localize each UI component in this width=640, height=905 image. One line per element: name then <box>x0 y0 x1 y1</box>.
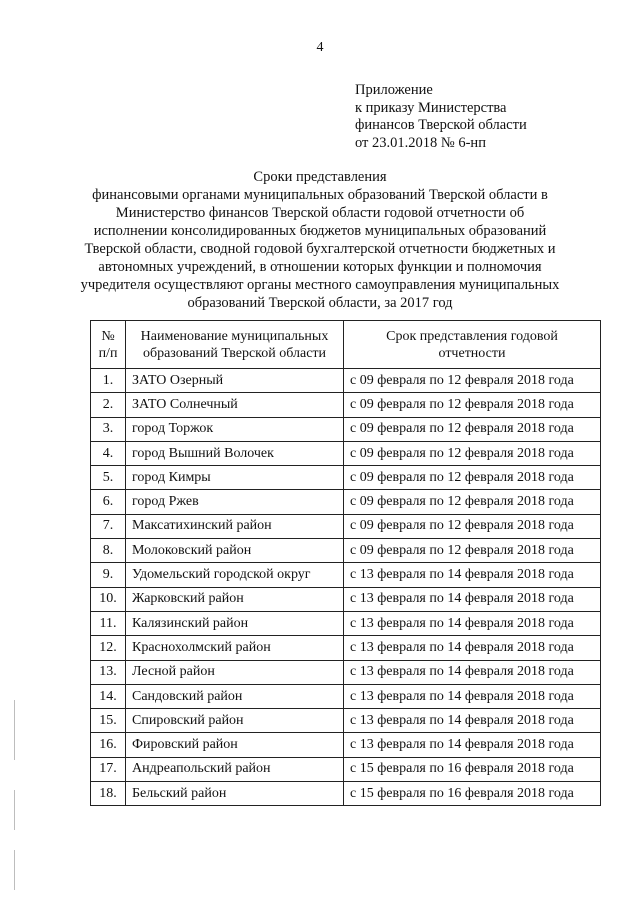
table-row <box>91 782 601 806</box>
header-number-line: № <box>101 328 115 344</box>
appendix-line: финансов Тверской области <box>355 117 527 133</box>
header-municipality <box>126 321 344 369</box>
row-deadline: с 09 февраля по 12 февраля 2018 года <box>344 490 601 514</box>
row-municipality: Краснохолмский район <box>126 636 344 660</box>
row-number: 14. <box>91 684 126 708</box>
title-line: финансовыми органами муниципальных образований Тверской области в <box>92 187 548 203</box>
row-deadline: с 09 февраля по 12 февраля 2018 года <box>344 466 601 490</box>
table-row <box>91 514 601 538</box>
row-municipality: Калязинский район <box>126 611 344 635</box>
table-row <box>91 490 601 514</box>
scan-mark <box>14 850 15 890</box>
row-municipality: Бельский район <box>126 782 344 806</box>
table-row <box>91 417 601 441</box>
appendix-line: Приложение <box>355 82 433 98</box>
row-deadline: с 13 февраля по 14 февраля 2018 года <box>344 733 601 757</box>
header-number-line: п/п <box>98 345 118 361</box>
row-deadline: с 13 февраля по 14 февраля 2018 года <box>344 636 601 660</box>
row-municipality: Жарковский район <box>126 587 344 611</box>
row-number: 2. <box>91 393 126 417</box>
row-number: 7. <box>91 514 126 538</box>
title-line: Министерство финансов Тверской области годовой отчетности об <box>115 205 525 221</box>
row-number: 18. <box>91 782 126 806</box>
table-row <box>91 587 601 611</box>
row-deadline: с 13 февраля по 14 февраля 2018 года <box>344 611 601 635</box>
table-row <box>91 733 601 757</box>
row-deadline: с 09 февраля по 12 февраля 2018 года <box>344 441 601 465</box>
row-municipality: город Ржев <box>126 490 344 514</box>
table-row <box>91 611 601 635</box>
appendix-line: от 23.01.2018 № 6-нп <box>355 134 486 151</box>
row-number: 15. <box>91 709 126 733</box>
row-number: 11. <box>91 611 126 635</box>
table-row <box>91 441 601 465</box>
row-deadline: с 15 февраля по 16 февраля 2018 года <box>344 782 601 806</box>
row-number: 17. <box>91 757 126 781</box>
table-row <box>91 539 601 563</box>
row-number: 6. <box>91 490 126 514</box>
row-deadline: с 13 февраля по 14 февраля 2018 года <box>344 709 601 733</box>
page-number: 4 <box>316 40 324 55</box>
title-line: автономных учреждений, в отношении которых функции и полномочия <box>98 259 542 275</box>
row-municipality: Удомельский городской округ <box>126 563 344 587</box>
title-line: образований Тверской области, за 2017 год <box>187 295 453 311</box>
header-municipality-line: Наименование муниципальных <box>140 328 329 344</box>
row-deadline: с 13 февраля по 14 февраля 2018 года <box>344 587 601 611</box>
row-number: 13. <box>91 660 126 684</box>
table-row <box>91 563 601 587</box>
title-line: учредителя осуществляют органы местного самоуправления муниципальных <box>80 277 560 293</box>
row-deadline: с 09 февраля по 12 февраля 2018 года <box>344 369 601 393</box>
appendix-block <box>355 82 527 152</box>
row-municipality: Молоковский район <box>126 539 344 563</box>
row-number: 4. <box>91 441 126 465</box>
table-row <box>91 757 601 781</box>
row-number: 3. <box>91 417 126 441</box>
header-deadline-line: Срок представления годовой <box>386 328 558 344</box>
row-municipality: город Кимры <box>126 466 344 490</box>
table-row <box>91 369 601 393</box>
scan-mark <box>14 700 15 760</box>
row-deadline: с 13 февраля по 14 февраля 2018 года <box>344 660 601 684</box>
row-municipality: Спировский район <box>126 709 344 733</box>
row-municipality: ЗАТО Солнечный <box>126 393 344 417</box>
row-number: 16. <box>91 733 126 757</box>
header-municipality-line: образований Тверской области <box>142 345 327 361</box>
row-deadline: с 13 февраля по 14 февраля 2018 года <box>344 684 601 708</box>
table-row <box>91 684 601 708</box>
header-number <box>91 321 126 369</box>
title-line: Тверской области, сводной годовой бухгалтерской отчетности бюджетных и <box>84 241 556 257</box>
header-deadline-line: отчетности <box>438 345 506 361</box>
row-municipality: Андреапольский район <box>126 757 344 781</box>
row-deadline: с 09 февраля по 12 февраля 2018 года <box>344 393 601 417</box>
row-number: 10. <box>91 587 126 611</box>
row-municipality: Лесной район <box>126 660 344 684</box>
row-number: 5. <box>91 466 126 490</box>
row-municipality: Фировский район <box>126 733 344 757</box>
row-municipality: ЗАТО Озерный <box>126 369 344 393</box>
row-number: 9. <box>91 563 126 587</box>
table-header-row <box>91 321 601 369</box>
table-row <box>91 393 601 417</box>
title-line: Сроки представления <box>253 169 387 185</box>
table-row <box>91 636 601 660</box>
row-number: 12. <box>91 636 126 660</box>
header-deadline <box>344 321 601 369</box>
row-municipality: Сандовский район <box>126 684 344 708</box>
scan-mark <box>14 790 15 830</box>
title-line: исполнении консолидированных бюджетов муниципальных образований <box>93 223 547 239</box>
row-municipality: город Вышний Волочек <box>126 441 344 465</box>
table-row <box>91 660 601 684</box>
row-deadline: с 09 февраля по 12 февраля 2018 года <box>344 417 601 441</box>
row-deadline: с 09 февраля по 12 февраля 2018 года <box>344 539 601 563</box>
row-number: 8. <box>91 539 126 563</box>
row-number: 1. <box>91 369 126 393</box>
document-title <box>80 168 560 312</box>
row-deadline: с 15 февраля по 16 февраля 2018 года <box>344 757 601 781</box>
table-row <box>91 466 601 490</box>
table-row <box>91 709 601 733</box>
appendix-line: к приказу Министерства <box>355 99 507 116</box>
deadlines-table <box>90 320 601 806</box>
row-deadline: с 09 февраля по 12 февраля 2018 года <box>344 514 601 538</box>
row-municipality: город Торжок <box>126 417 344 441</box>
row-deadline: с 13 февраля по 14 февраля 2018 года <box>344 563 601 587</box>
row-municipality: Максатихинский район <box>126 514 344 538</box>
